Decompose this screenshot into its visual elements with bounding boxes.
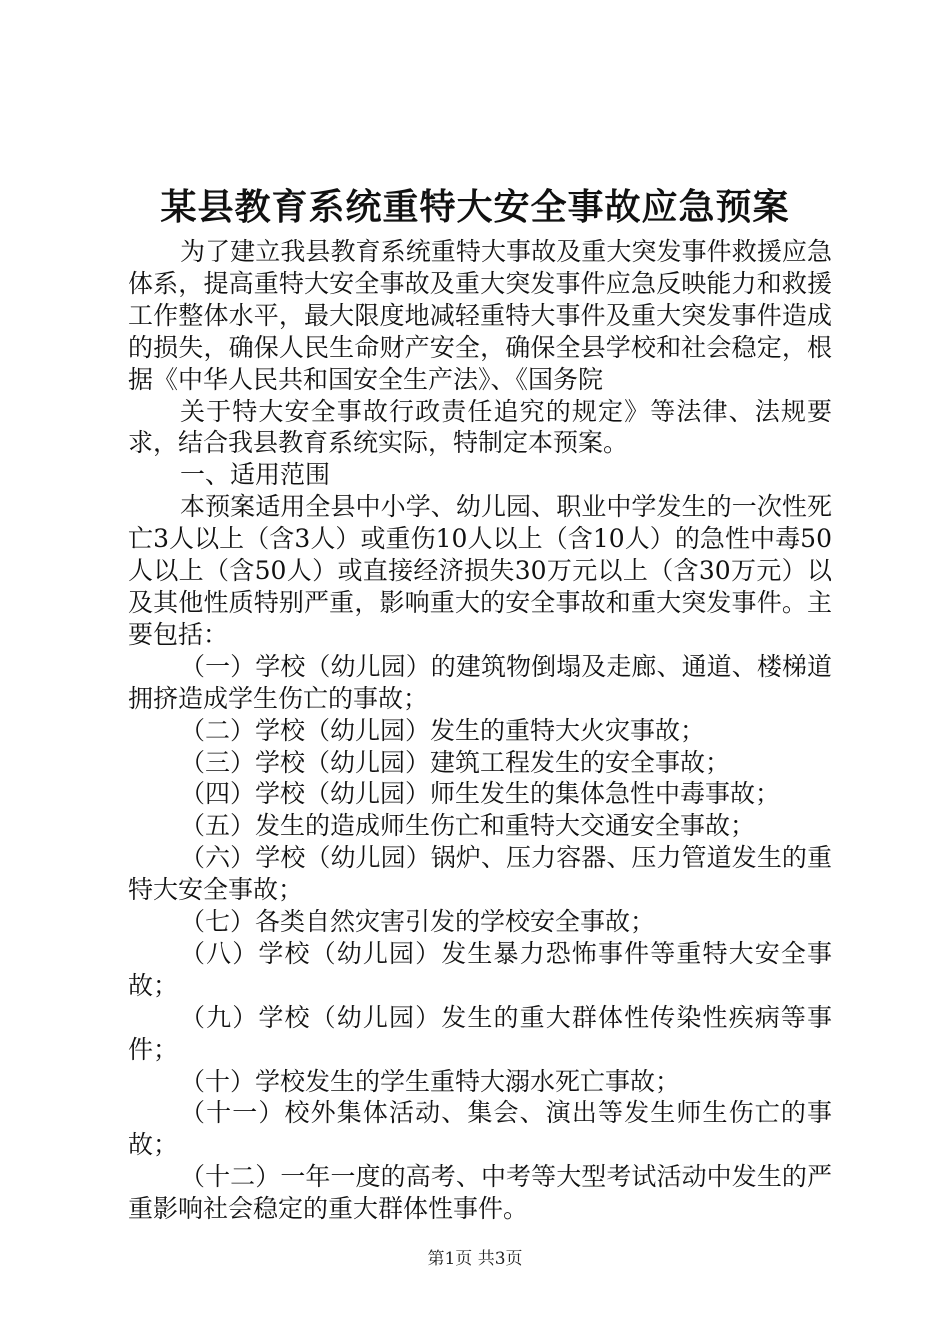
section-heading-scope: 一、适用范围 [180, 460, 331, 490]
list-item-9: （九）学校（幼儿园）发生的重大群体性传染性疾病等事件； [128, 1002, 832, 1064]
list-item-2: （二）学校（幼儿园）发生的重特大火灾事故； [180, 715, 706, 745]
list-item-5: （五）发生的造成师生伤亡和重特大交通安全事故； [180, 811, 756, 841]
paragraph-intro: 为了建立我县教育系统重特大事故及重大突发事件救援应急体系，提高重特大安全事故及重大突发事件应急反映能力和救援工作整体水平，最大限度地减轻重特大事件及重大突发事件造成的损失，确保人民生命财产安全，确保全县学校和社会稳定，根据《中华人民共和国安全生产法》、《国务院 [128, 237, 832, 394]
document-body [128, 236, 832, 1225]
paragraph-scope: 本预案适用全县中小学、幼儿园、职业中学发生的一次性死亡3人以上（含3人）或重伤10人以上（含10人）的急性中毒50人以上（含50人）或直接经济损失30万元以上（含30万元）以及其他性质特别严重，影响重大的安全事故和重大突发事件。主要包括： [128, 492, 832, 649]
document-title: 某县教育系统重特大安全事故应急预案 [160, 186, 790, 228]
list-item-3: （三）学校（幼儿园）建筑工程发生的安全事故； [180, 747, 731, 777]
list-item-12: （十二）一年一度的高考、中考等大型考试活动中发生的严重影响社会稳定的重大群体性事件。 [128, 1162, 832, 1224]
list-item-8: （八）学校（幼儿园）发生暴力恐怖事件等重特大安全事故； [128, 938, 832, 1000]
list-item-4: （四）学校（幼儿园）师生发生的集体急性中毒事故； [180, 779, 781, 809]
paragraph-intro-continued: 关于特大安全事故行政责任追究的规定》等法律、法规要求，结合我县教育系统实际，特制定本预案。 [128, 396, 832, 458]
list-item-11: （十一）校外集体活动、集会、演出等发生师生伤亡的事故； [128, 1098, 832, 1160]
list-item-6: （六）学校（幼儿园）锅炉、压力容器、压力管道发生的重特大安全事故； [128, 843, 832, 905]
list-item-7: （七）各类自然灾害引发的学校安全事故； [180, 907, 656, 937]
list-item-1: （一）学校（幼儿园）的建筑物倒塌及走廊、通道、楼梯道拥挤造成学生伤亡的事故； [128, 651, 832, 713]
list-item-10: （十）学校发生的学生重特大溺水死亡事故； [180, 1066, 681, 1096]
page-number-footer: 第1页 共3页 [427, 1249, 523, 1269]
